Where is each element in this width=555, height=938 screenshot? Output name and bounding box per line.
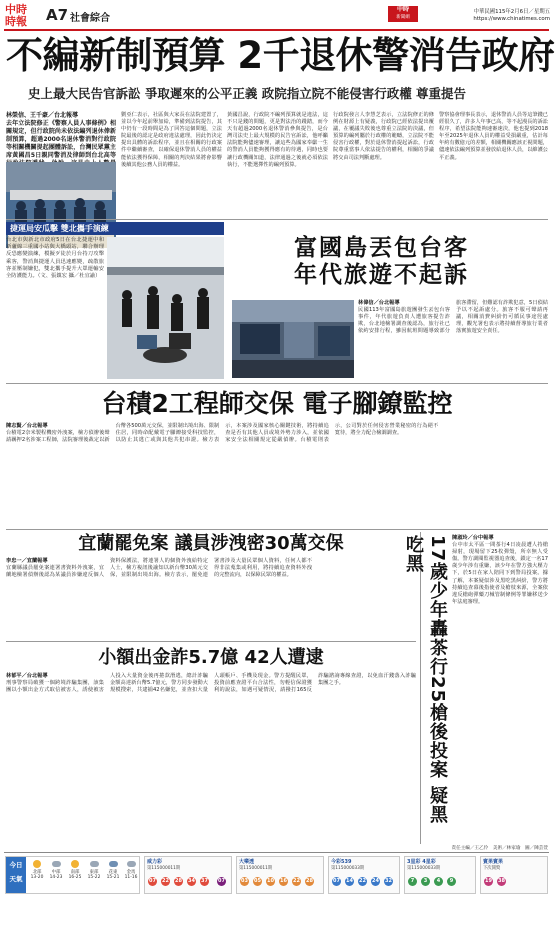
- lottery-ball: 34: [188, 878, 195, 884]
- lottery-ball: 38: [498, 878, 505, 884]
- lottery-box: [144, 856, 232, 894]
- lottery-box: [328, 856, 400, 894]
- divider: [6, 383, 548, 384]
- lottery-ball: 03: [241, 878, 248, 884]
- lottery-ball: 10: [267, 878, 274, 884]
- weather-city: [104, 860, 122, 880]
- lead-subhead: 史上最大民告官訴訟 爭取遲來的公平正義 政院指立院不能侵害行政權 尊重提告: [28, 86, 467, 101]
- lead-col-2: 黃國昌說，行政院不編列預算就是違法，這不只是錢的問題，更是對法治的踐踏，而今天有超過2000名退休警消參與提告，是台灣司法史上最大規模的民告官訴訟，他呼籲法院能夠儘速審理，讓這些為國家奉獻一生的警消人員能夠獲得應有的待遇，同時也要讓行政機關知道，法律通過之後就必須依法執行，不能選擇性的編列預算。: [227, 112, 328, 168]
- header-rule: [4, 29, 549, 31]
- lottery-ball: 07: [149, 878, 156, 884]
- weather-panel: [5, 856, 140, 894]
- lottery-ball: 28: [306, 878, 313, 884]
- story6-body-text: 刑事警察局破獲一個跨境詐騙集團，該集團以小額出金方式取信被害人，誘使被害人投入大量資金後再捲款潛逃，總計詐騙金額高達新台幣5.7億元，警方同步發動大規模搜索，共逮捕42名嫌犯，並查扣大量人頭帳戶、手機及現金。警方提醒民眾，投資前應查證平台合法性，勿輕信保證獲利的說法，如遇可疑情況，請撥打165反詐騙諮詢專線查證，以免血汗錢落入詐騙集團之手。: [6, 673, 416, 694]
- lottery-ball: 9: [447, 877, 456, 886]
- weather-sun-icon: [71, 860, 79, 868]
- lead-col-4: 警察協會理事長表示，退休警消人員等這筆錢已經很久了，許多人年事已高，等不起漫長的訴訟程序，希望法院能夠速審速決，他也提到2018年至2025年退休人員的權益受損嚴重，估計每年約有數億元的差額，相關機關應該正視問題，儘速依法編列預算並發放給退休人員，以維護公平正義。: [439, 112, 548, 161]
- lottery-name: 威力彩: [147, 859, 163, 865]
- lead-col-1: 劉亞仁表示，社區與大家長在法院建置了，並以今年起前舉加給，準備到法院提告，其中仍有一段時間是為了回答這個問題，立法院最後的認定是政府違法處理，因此仍決定提出具體的訴訟程序，並且在相關的行政案件中繼續審查，以確保退休警消人員的權益能依法獲得保障，相關的判決結果將會影響後續其他公務人員的權益。: [121, 112, 222, 168]
- story6-headline: 小額出金詐5.7億 42人遭逮: [98, 647, 324, 668]
- weather-city-temp: 16-25: [68, 875, 82, 880]
- story7-headline: 17歲少年轟茶行25槍後投案 疑黑吃黑: [403, 535, 448, 825]
- lottery-ball: 07: [333, 878, 340, 884]
- weather-sun-icon: [33, 860, 41, 868]
- lottery-ball: 32: [385, 878, 392, 884]
- lottery-box: [480, 856, 548, 894]
- story4-body-text: 台積電2奈米製程機密外洩案，檢方偵辦後聲請羈押2名涉案工程師，法院審理後裁定以新台幣各500萬元交保，並限制出境出海、限制住居，同時命配戴電子腳鐐接受科技監控，以防止其逃亡或與其他共犯串證。檢方表示，本案涉及國家核心關鍵技術，將持續追查是否有其他人員或境外勢力涉入，並依國家安全法相關規定從嚴偵辦。台積電則表示，公司對於任何侵害營業秘密的行為絕不寬待，將全力配合檢調調查。: [6, 423, 439, 444]
- date-line: 中華民國115年2月6日／星期五: [473, 9, 550, 15]
- lottery-period: 下次開獎: [483, 866, 501, 871]
- weather-cloud-icon: [90, 861, 99, 867]
- divider: [6, 219, 548, 220]
- lottery-ball: 19: [485, 878, 492, 884]
- lottery-ball: 14: [346, 878, 353, 884]
- brand-badge-text: 中時: [396, 6, 409, 13]
- story3-body: [358, 300, 548, 378]
- lottery-ball: 22: [359, 878, 366, 884]
- story4-body: [6, 423, 548, 527]
- logo-top: 中時: [5, 3, 27, 16]
- story6-body: [6, 673, 416, 843]
- weather-city-temp: 11-16: [124, 875, 138, 880]
- story5-headline: 宜蘭罷免案 議員涉洩密30萬交保: [78, 533, 344, 554]
- editor-credits: 責任主編／王乙伶 美術／林家瑜 圖／陳芸萱: [451, 846, 548, 851]
- lottery-box: [404, 856, 476, 894]
- lottery-ball: 3: [421, 877, 430, 886]
- brand-badge: [388, 6, 418, 22]
- lottery-name: 今彩539: [331, 859, 352, 865]
- section-name: 社會綜合: [70, 13, 110, 24]
- divider: [6, 641, 416, 642]
- lottery-name: 大樂透: [239, 859, 255, 865]
- lottery-name: 賓果賓果: [483, 859, 504, 865]
- masthead-logo: [5, 4, 35, 30]
- story3-photo: [232, 300, 354, 378]
- lottery-ball: 16: [280, 878, 287, 884]
- lottery-ball: 22: [162, 878, 169, 884]
- lottery-ball: 05: [254, 878, 261, 884]
- weather-cloud-icon: [127, 861, 136, 867]
- lottery-ball: 22: [293, 878, 300, 884]
- lottery-ball: 37: [201, 878, 208, 884]
- lottery-ball: 7: [408, 877, 417, 886]
- lottery-period: 第115000033期: [331, 866, 365, 871]
- weather-city-name: 金馬: [126, 870, 136, 875]
- story3-headline-2: 年代旅遊不起訴: [294, 262, 469, 288]
- story2-banner: 捷運局安瓜擊 雙北攜手演練: [6, 222, 224, 235]
- divider: [6, 529, 548, 530]
- logo-bottom: 時報: [5, 15, 27, 28]
- brand-badge-sub: 新聞網: [396, 15, 410, 20]
- story5-byline: 李忠一／宜蘭報導: [6, 558, 48, 564]
- weather-cloud-icon: [52, 861, 61, 867]
- story7-byline: 陳淑玲／台中報導: [452, 535, 494, 541]
- weather-city-temp: 13-20: [30, 875, 44, 880]
- weather-city: [28, 860, 46, 880]
- weather-city-name: 北部: [32, 870, 42, 875]
- story2-caption: 台北市與新北市政府5日在台北捷運中和新蘆線三重國小站與大橋頭站，聯合辦理反恐應變演練，模擬歹徒於月台持刀攻擊乘客，警消與捷運人員迅速應變，疏散旅客並壓制嫌犯，雙北攜手提升大眾運輸安全防護能力。（文、張鎮宏 攝／杜宜諭）: [6, 237, 104, 280]
- weather-city-name: 東部: [89, 870, 99, 875]
- story5-body: [6, 558, 416, 638]
- weather-city-temp: 15-21: [106, 875, 120, 880]
- weather-city-temp: 15-22: [87, 875, 101, 880]
- lead-col-3: 行政院發言人李慧芝表示，立法院修正的條例在財源上有疑義，行政院已經依法提出覆議，在覆議失敗後也尊重立法院的決議，但預算的編列屬於行政權的範疇，立法院不能侵害行政權，對於退休警消提起訴訟，行政院尊重當事人依法提告的權利，相關的爭議將交由司法判斷處理。: [333, 112, 434, 161]
- lottery-box: [236, 856, 324, 894]
- story4-headline: 台積2工程師交保 電子腳鐐監控: [101, 389, 453, 418]
- story2-photo: [107, 237, 224, 379]
- story5-body-text: 宜蘭縣議員罷免案連署書資料外洩案，宜蘭地檢署偵辦後認為某議員涉嫌違反個人資料保護法，將連署人的個資外洩給特定人士，檢方複訊後諭知以新台幣30萬元交保，並限制出境出海。檢方表示，罷免連署書涉及大量民眾個人資料，任何人都不得非法蒐集或利用，將持續追查資料外洩的完整流向，以保障民眾的權益。: [6, 558, 312, 579]
- weather-city: [66, 860, 84, 880]
- lottery-period: 第115000033期: [407, 866, 441, 871]
- story3-byline: 林偉信／台北報導: [358, 300, 400, 306]
- weather-city: [85, 860, 103, 880]
- lottery-period: 第115000011期: [147, 866, 181, 871]
- lottery-ball: 4: [434, 877, 443, 886]
- site-url[interactable]: https://www.chinatimes.com: [473, 16, 550, 22]
- lottery-ball: 07: [218, 878, 225, 884]
- story7-divider: [420, 532, 421, 844]
- lottery-name: 3星彩 4星彩: [407, 859, 436, 865]
- weather-city-name: 中部: [51, 870, 61, 875]
- story6-byline: 林郁平／台北報導: [6, 673, 48, 679]
- lottery-period: 第115000011期: [239, 866, 273, 871]
- weather-city-name: 南部: [70, 870, 80, 875]
- weather-city-temp: 14-23: [49, 875, 63, 880]
- page-code: A7: [46, 6, 69, 24]
- story3-headline-1: 富國島丟包台客: [294, 235, 469, 261]
- lead-intro-text: 去年立法院修正《警察人員人事條例》相關規定，但行政院尚未依法編列退休俸新制預算，超過2000名退休警消對行政院等相關機關提起團體訴訟，台灣民眾黨主席黃國昌5日親同警消及律師到台北高等: [6, 120, 116, 159]
- weather-title: [6, 857, 26, 893]
- weather-title-top: 今日: [9, 861, 23, 869]
- lottery-ball: 28: [175, 878, 182, 884]
- weather-city-name: 花東: [108, 870, 118, 875]
- weather-title-bottom: 天氣: [9, 875, 23, 883]
- weather-city: [47, 860, 65, 880]
- story4-byline: 陳志賢／台北報導: [6, 423, 48, 429]
- weather-rain-icon: [109, 861, 118, 867]
- lottery-ball: 24: [372, 878, 379, 884]
- lead-photo: [6, 162, 116, 248]
- lead-headline: 不編新制預算 2千退休警消告政府: [6, 34, 555, 77]
- story7-body-text: 台中市太平區一間茶行4日凌晨遭人持槍掃射，現場留下25枚彈殼，所幸無人受傷。警方調閱監視器追查後，鎖定一名17歲少年涉有重嫌，該少年在警方強大壓力下，於5日在家人陪同下到警局投案。據了解，本案疑似涉及黑吃黑糾紛，警方將持續追查幕後指使者及槍枝來源，全案依違反槍砲彈藥刀械管制條例等罪嫌移送少年法庭審理。: [452, 542, 548, 605]
- story7-body: [452, 535, 548, 843]
- footer-rule: [4, 852, 549, 853]
- weather-city: [122, 860, 140, 880]
- lead-byline: 林榮信、王千豪／台北報導: [6, 112, 79, 119]
- story3-body-text: 民國113年富國島旅遊團發生丟包台客事件，年代旅遊負責人遭旅客提告詐欺，台北地檢署調查後認為，旅行社已依約安排行程，雖因航班問題導致部分旅客滯留，但難認有詐欺犯意，5日偵結予以不起訴處分。旅客不服可聲請再議，相關消費糾紛仍可循民事途徑處理，觀光署也表示將持續督導旅行業者落實旅遊安全責任。: [358, 300, 548, 335]
